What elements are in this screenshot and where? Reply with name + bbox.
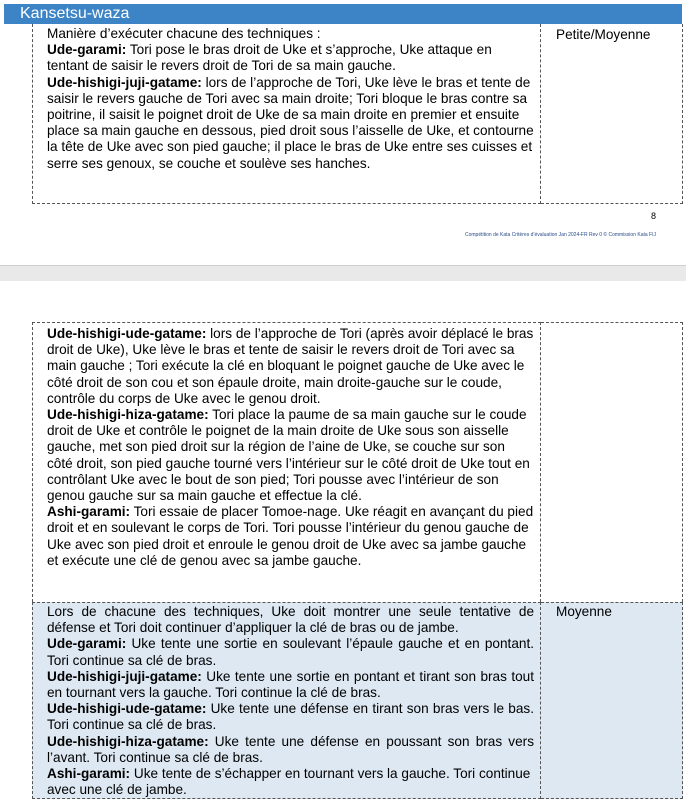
row2-item — [47, 766, 534, 798]
technique-description: Uke tente une défense en tirant son bras vers le bas. Tori continue sa clé de bras. — [47, 701, 534, 733]
row2-item — [47, 734, 534, 766]
row2-item — [47, 669, 534, 701]
row2-content-cell — [32, 602, 541, 799]
technique-description: Uke tente une sortie en pontant et tirant son bras tout en tournant vers la gauche. Tori continue la clé de bras. — [47, 668, 534, 701]
row1-cont-item — [47, 504, 534, 569]
technique-description: Tori pose le bras droit de Uke et s’approche, Uke attaque en tentant de saisir le revers droit de Tori de sa main gauche. — [47, 42, 492, 74]
technique-name: Ude-hishigi-juji-gatame: — [47, 74, 202, 90]
row1-item — [47, 42, 534, 74]
technique-name: Ude-hishigi-ude-gatame: — [47, 326, 207, 341]
row1-rating-cell — [541, 24, 683, 204]
technique-description: Tori essaie de placer Tomoe-nage. Uke réagit en avançant du pied droit et en soulevant le corps de Tori. Tori pousse l’intérieur du genou gauche de Uke avec son pied droit et enroule le genou droit de Uke avec sa jambe gauche et exécute une clé de genou avec sa jambe gauche. — [47, 504, 534, 568]
section-title: Kansetsu-waza — [4, 4, 682, 24]
row1-cont-item — [47, 326, 534, 407]
technique-name: Ashi-garami: — [47, 504, 131, 520]
technique-description: lors de l’approche de Tori, Uke lève le bras et tente de saisir le revers gauche de Tori avec sa main droite; Tori bloque le bras contre sa poitrine, il saisit le poignet droit de Uke de sa main droite en premier et ensuite place sa main gauche en dessous, pied droit sous l’aisselle de Uke, et contourne la tête de Uke avec son pied gauche; il place le bras de Uke entre ses cuisses et serre ses genoux, se couche et soulève ses hanches. — [47, 74, 534, 171]
technique-name: Ude-hishigi-hiza-gatame: — [47, 407, 209, 423]
row2-item — [47, 701, 534, 733]
technique-name: Ude-garami: — [47, 42, 127, 58]
row1-cont-item — [47, 407, 534, 504]
page-1 — [0, 0, 686, 265]
technique-description: Tori place la paume de sa main gauche sur le coude droit de Uke et contrôle le poignet de la main droite de Uke sous son aisselle gauche, met son pied droit sur la région de l’aine de Uke, se couche sur son côté droit, son pied gauche tourné vers l’intérieur sur le côté droit de Uke tout en contrôlant Uke avec le bout de son pied; Tori pousse avec l’intérieur de son genou gauche sur sa main gauche et effectue la clé. — [47, 407, 530, 504]
page-2 — [0, 281, 686, 802]
page-number: 8 — [650, 211, 656, 221]
technique-description: Uke tente une sortie en soulevant l’épaule gauche et en pontant. Tori continue sa clé de bras. — [47, 636, 534, 668]
technique-description: Uke tente de s’échapper en tournant vers la gauche. Tori continue avec une clé de jambe. — [47, 766, 531, 798]
row1-cont-rating-cell — [541, 322, 683, 602]
row1-intro: Manière d’exécuter chacune des techniques : — [47, 26, 321, 41]
row2-intro: Lors de chacune des techniques, Uke doit montrer une seule tentative de défense et Tori doit continuer d’appliquer la clé de bras ou de jambe. — [47, 604, 534, 636]
row2-item — [47, 636, 534, 668]
technique-name: Ude-garami: — [47, 636, 127, 652]
technique-name: Ude-hishigi-hiza-gatame: — [47, 733, 209, 749]
row2-rating: Moyenne — [556, 604, 612, 619]
technique-description: lors de l’approche de Tori (après avoir déplacé le bras droit de Uke), Uke lève le bras et tente de saisir le revers droit de Tori avec sa main gauche ; Tori exécute la clé en bloquant le poignet gauche de Uke avec le côté droit de son cou et son épaule droite, main droite-gauche sur le coude, contrôle du corps de Uke avec le genou droit. — [47, 326, 534, 406]
row2-rating-cell — [541, 602, 683, 799]
row1-item — [47, 75, 534, 172]
row1-rating: Petite/Moyenne — [556, 27, 651, 42]
technique-description: Uke tente une défense en poussant son bras vers l’avant. Tori continue sa clé de bras. — [47, 733, 534, 765]
technique-name: Ude-hishigi-ude-gatame: — [47, 701, 207, 717]
row1-cont-content-cell — [32, 322, 541, 602]
page-footer: Compétition de Kata Critères d’évaluation Jan 2024-FR Rev 0 © Commission Kata FIJ — [465, 232, 656, 238]
page-gap — [0, 265, 686, 282]
technique-name: Ashi-garami: — [47, 766, 131, 782]
row1-content-cell — [32, 24, 541, 204]
technique-name: Ude-hishigi-juji-gatame: — [47, 668, 202, 684]
